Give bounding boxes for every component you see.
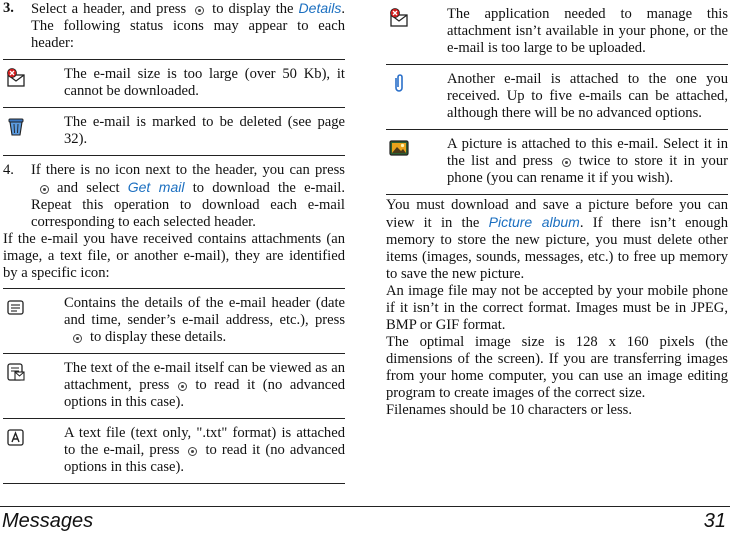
picture-icon [388,138,410,158]
attached-email-icon [5,362,27,382]
ok-key-icon [559,157,573,167]
table-cell-text: The text of the e-mail itself can be viewed as an attachment, press to read it (no advanced options in this case). [64,354,345,419]
trash-bin-icon [5,116,27,136]
table-row [3,354,345,419]
paragraph-download: You must download and save a picture before you can view it in the Picture album. If there isn’t enough memory to store the new picture, you must delete other items (images, sounds, messages, etc.) to free up memory to save the new picture. [386,197,728,282]
right-column [386,0,728,419]
envelope-error-icon [388,8,410,28]
ok-key-icon [192,5,206,15]
email-header-icon [5,297,27,317]
paragraph-format: An image file may not be accepted by your mobile phone if it isn’t in the correct format. Images must be in JPEG, BMP or GIF format. [386,283,728,333]
step-text: If there is no icon next to the header, you can pressand select Get mail to download the e-mail. Repeat this operation to download each e-mail corresponding to each selected header. [31,162,346,230]
table-cell-text: Another e-mail is attached to the one you received. Up to five e-mails can be attached, although there will be no advanced options. [447,65,728,130]
paperclip-icon [388,73,410,93]
table-row [3,289,345,354]
ok-key-icon [175,381,189,391]
details-keyword: Details [298,0,342,16]
envelope-error-icon [5,68,27,88]
chapter-title: Messages [2,510,94,532]
step-number: 4. [3,162,14,178]
footer-divider [0,506,730,507]
table-cell-text: The application needed to manage this attachment isn’t available in your phone, or the e-mail is too large to be uploaded. [447,0,728,65]
table-cell-text: A text file (text only, ".txt" format) is attached to the e-mail, press to read it (no advanced options in this case). [64,419,345,484]
step-number: 3. [3,0,14,16]
left-column [3,0,345,484]
ok-key-icon [185,446,199,456]
step-4 [3,162,345,231]
text-file-icon [5,427,27,447]
table-cell-text: Contains the details of the e-mail header (date and time, sender’s e-mail address, etc.), pressto display these details. [64,289,345,354]
more-attachment-icons-table [386,0,728,195]
table-row [386,0,728,65]
attachments-intro: If the e-mail you have received contains attachments (an image, a text file, or another e-mail), they are identified by a specific icon: [3,231,345,281]
step-text: Select a header, and press to display the Details. The following status icons may appear to each header: [31,0,345,51]
page-footer [0,508,730,534]
table-row [3,108,345,156]
step-3 [3,0,345,52]
table-row [3,60,345,108]
table-cell-text: The e-mail size is too large (over 50 Kb), it cannot be downloaded. [64,60,345,108]
picture-album-keyword: Picture album [488,214,580,230]
paragraph-filenames: Filenames should be 10 characters or less. [386,402,632,418]
get-mail-keyword: Get mail [127,179,185,195]
page-number: 31 [703,510,726,532]
ok-key-icon [70,333,84,343]
table-cell-text: A picture is attached to this e-mail. Select it in the list and press twice to store it in your phone (you can rename it if you wish). [447,130,728,195]
table-row [3,419,345,484]
table-cell-text: The e-mail is marked to be deleted (see page 32). [64,108,345,156]
table-row [386,130,728,195]
ok-key-icon [37,184,51,194]
status-icons-table [3,59,345,156]
attachment-icons-table [3,288,345,484]
paragraph-size: The optimal image size is 128 x 160 pixels (the dimensions of the screen). If you are transferring images from your home computer, you can use an image editing program to create images of the correct size. [386,334,728,401]
table-row [386,65,728,130]
